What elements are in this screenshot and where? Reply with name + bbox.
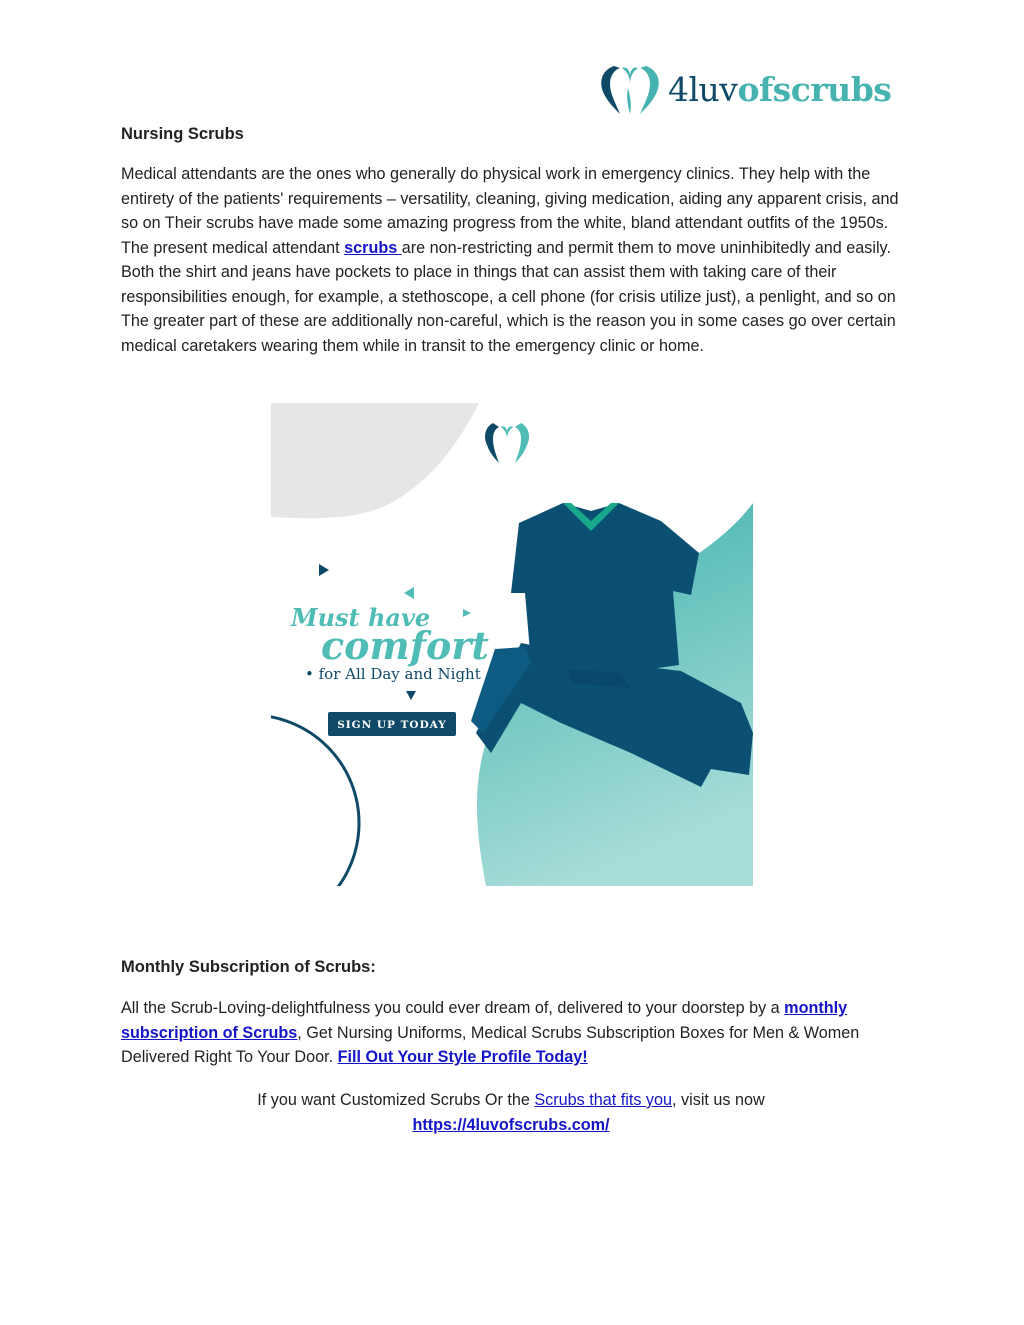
paragraph-text: , Get Nursing Uniforms, Medical Scrubs Subscription Boxes for Men & Women Delivered Right To Your Door. bbox=[121, 1023, 860, 1066]
brand-logo bbox=[596, 60, 906, 118]
paragraph-text: Medical attendants are the ones who generally do physical work in emergency clinics. They help with the entirety of the patients' requirements – versatility, cleaning, giving medication, aiding any apparent crisis, and so on Their scrubs have made some amazing progress from the white, bland attendant outfits of the 1950s. The present medical attendant bbox=[121, 165, 899, 257]
footer-text: If you want Customized Scrubs Or the bbox=[257, 1091, 535, 1109]
sign-up-button-label: SIGN UP TODAY bbox=[337, 719, 447, 731]
paragraph-text: All the Scrub-Loving-delightfulness you could ever dream of, delivered to your doorstep by a bbox=[121, 999, 785, 1017]
monthly-subscription-link[interactable]: monthly subscription of Scrubs bbox=[121, 999, 848, 1042]
logo-text-part2: ofscrubs bbox=[737, 69, 892, 109]
banner-line3-text: • for All Day and Night bbox=[305, 665, 481, 683]
banner-line1-text: Must have bbox=[291, 603, 431, 632]
footer-line bbox=[121, 1088, 901, 1137]
sign-up-button bbox=[328, 712, 456, 736]
website-url-link[interactable]: https://4luvofscrubs.com/ bbox=[412, 1115, 610, 1134]
logo-wordmark bbox=[668, 70, 891, 109]
monthly-subscription-heading: Monthly Subscription of Scrubs: bbox=[121, 958, 376, 976]
monthly-subscription-paragraph bbox=[121, 996, 901, 1070]
nursing-scrubs-heading: Nursing Scrubs bbox=[121, 125, 244, 143]
scrubs-link[interactable]: scrubs bbox=[344, 238, 402, 257]
banner-line2-text: comfort bbox=[321, 623, 489, 668]
nursing-scrubs-paragraph bbox=[121, 162, 901, 358]
logo-text-part1: 4luv bbox=[668, 69, 738, 109]
footer-text: , visit us now bbox=[672, 1091, 765, 1109]
promo-banner-image[interactable] bbox=[271, 403, 753, 886]
paragraph-text: are non-restricting and permit them to move uninhibitedly and easily. Both the shirt and jeans have pockets to place in things that can assist them with taking care of their responsibilities enough, for example, a stethoscope, a cell phone (for crisis utilize just), a penlight, and so on The greater part of these are additionally non-careful, which is the reason you in some cases go over certain medical caretakers wearing them while in transit to the emergency clinic or home. bbox=[121, 238, 896, 355]
scrubs-that-fit-link[interactable]: Scrubs that fits you bbox=[534, 1091, 673, 1109]
heart-logo-icon bbox=[596, 60, 664, 118]
style-profile-link[interactable]: Fill Out Your Style Profile Today! bbox=[337, 1048, 588, 1066]
